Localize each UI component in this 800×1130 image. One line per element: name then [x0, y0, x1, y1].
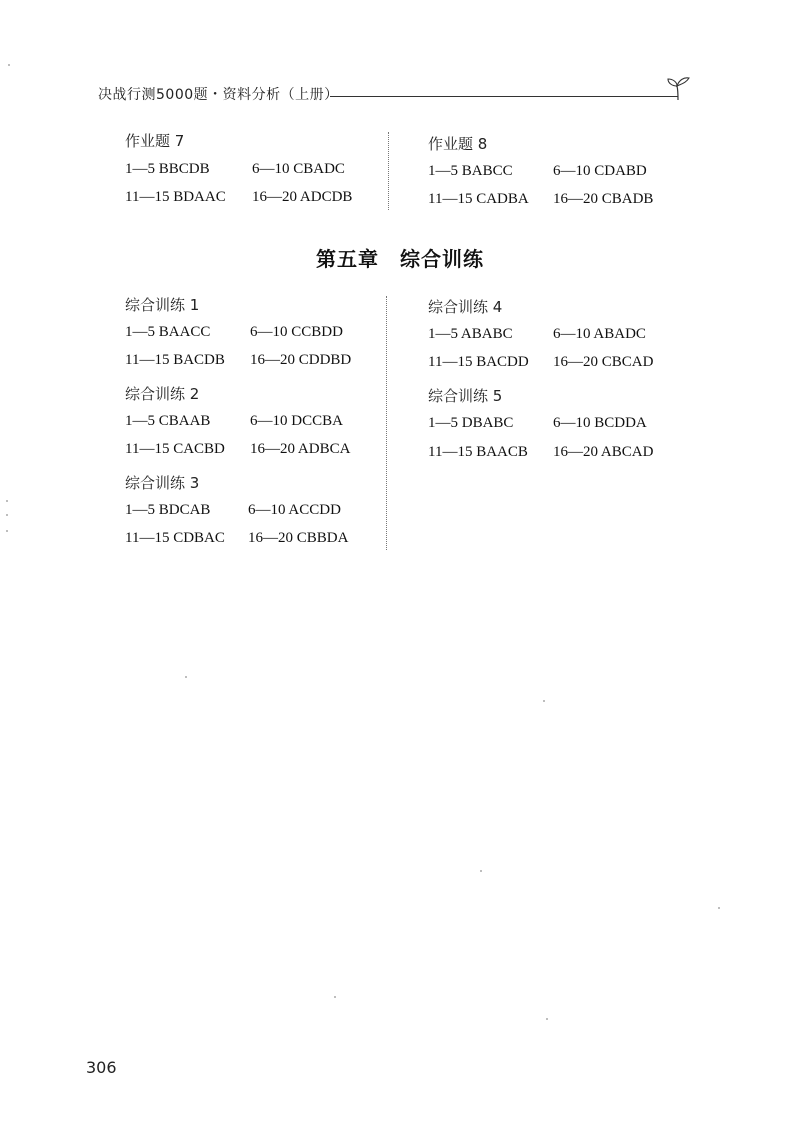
answer-range: 16—20 CBBDA — [248, 530, 349, 546]
answer-range: 6—10 DCCBA — [250, 413, 343, 429]
column-divider-main — [386, 296, 387, 550]
set-label: 综合训练 2 — [125, 385, 200, 403]
answer-range: 11—15 CDBAC — [125, 530, 225, 546]
answer-range: 1—5 CBAAB — [125, 413, 211, 429]
answer-range: 6—10 ACCDD — [248, 502, 341, 518]
answer-range: 11—15 BACDB — [125, 352, 225, 368]
set-label: 作业题 7 — [125, 132, 185, 150]
chapter-title: 第五章 综合训练 — [316, 247, 484, 271]
answer-range: 16—20 ABCAD — [553, 444, 654, 460]
answer-range: 6—10 CBADC — [252, 161, 345, 177]
answer-range: 16—20 CBCAD — [553, 354, 654, 370]
scan-speck — [334, 996, 336, 998]
answer-range: 11—15 CADBA — [428, 191, 529, 207]
running-header: 决战行测5000题・资料分析（上册） — [98, 87, 339, 103]
column-divider-top — [388, 132, 389, 210]
set-label: 综合训练 1 — [125, 296, 200, 314]
answer-range: 16—20 ADBCA — [250, 441, 351, 457]
answer-range: 11—15 BDAAC — [125, 189, 226, 205]
set-label: 作业题 8 — [428, 135, 488, 153]
answer-range: 6—10 ABADC — [553, 326, 646, 342]
answer-range: 11—15 BAACB — [428, 444, 528, 460]
scan-speck — [6, 500, 8, 502]
answer-range: 1—5 ABABC — [428, 326, 513, 342]
scan-speck — [185, 676, 187, 678]
answer-range: 16—20 ADCDB — [252, 189, 353, 205]
set-label: 综合训练 4 — [428, 298, 503, 316]
answer-range: 1—5 BABCC — [428, 163, 513, 179]
header-rule — [330, 96, 678, 97]
answer-range: 6—10 CCBDD — [250, 324, 343, 340]
scan-speck — [546, 1018, 548, 1020]
answer-range: 1—5 BAACC — [125, 324, 211, 340]
answer-range: 6—10 CDABD — [553, 163, 647, 179]
answer-range: 11—15 BACDD — [428, 354, 529, 370]
scan-speck — [6, 530, 8, 532]
sprout-icon — [664, 74, 692, 102]
set-label: 综合训练 3 — [125, 474, 200, 492]
scan-speck — [8, 64, 10, 66]
answer-range: 1—5 BBCDB — [125, 161, 210, 177]
scan-speck — [543, 700, 545, 702]
answer-range: 11—15 CACBD — [125, 441, 225, 457]
answer-range: 6—10 BCDDA — [553, 415, 647, 431]
scan-speck — [6, 514, 8, 516]
answer-range: 1—5 BDCAB — [125, 502, 211, 518]
page-number: 306 — [86, 1058, 117, 1077]
answer-range: 16—20 CBADB — [553, 191, 654, 207]
set-label: 综合训练 5 — [428, 387, 503, 405]
answer-range: 16—20 CDDBD — [250, 352, 352, 368]
scan-speck — [718, 907, 720, 909]
answer-range: 1—5 DBABC — [428, 415, 514, 431]
scan-speck — [480, 870, 482, 872]
